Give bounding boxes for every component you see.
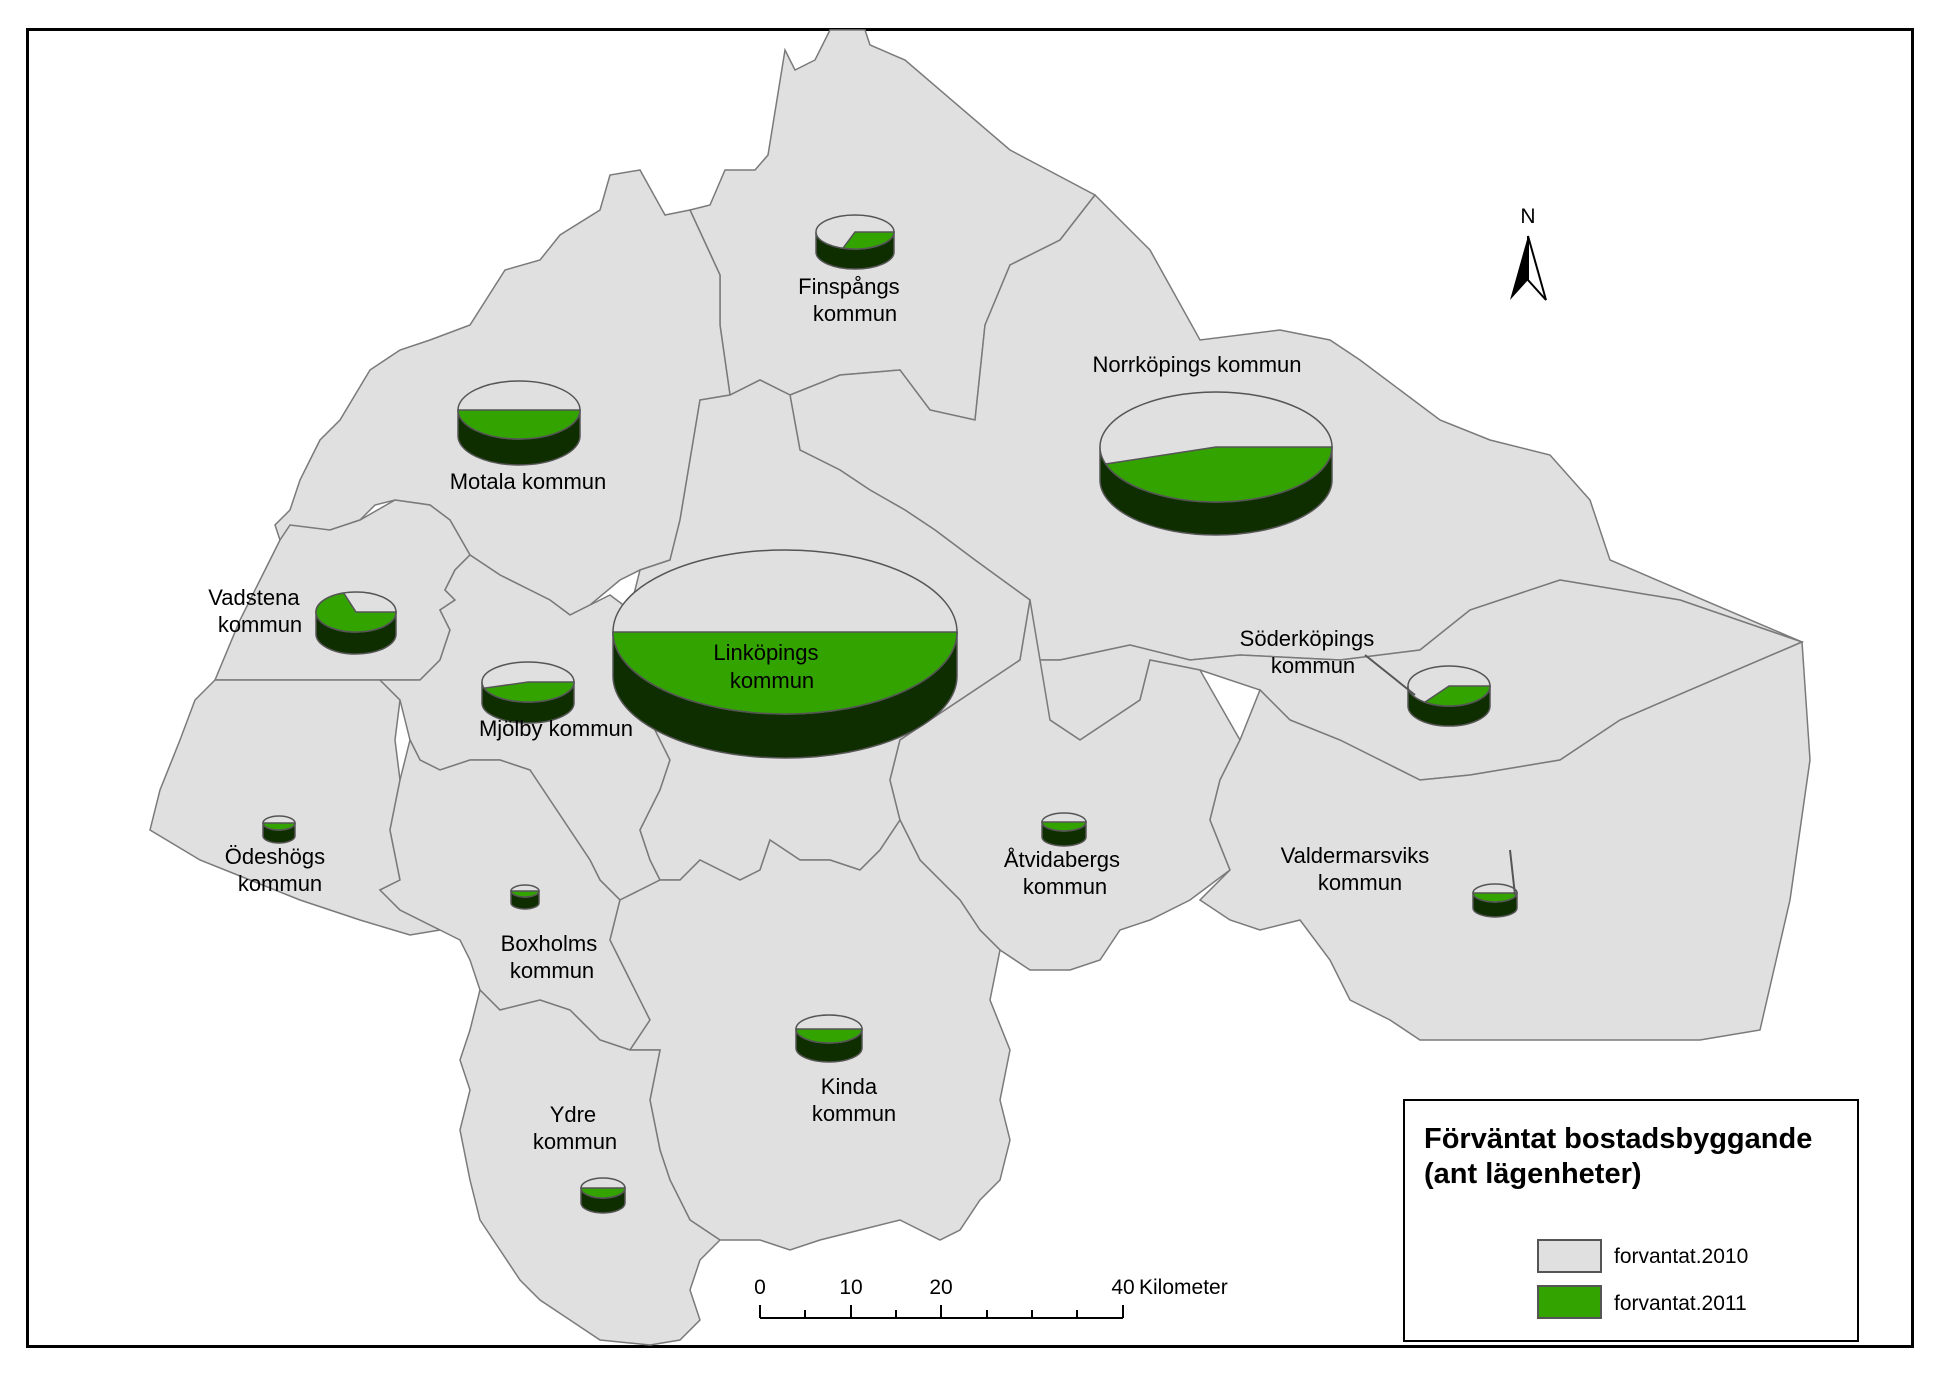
legend-label-2010: forvantat.2010 xyxy=(1614,1245,1749,1268)
pie-ydre xyxy=(581,1178,625,1213)
label-linkoping: Linköpings kommun xyxy=(713,640,819,693)
pie-norrkoping xyxy=(1100,392,1332,535)
north-arrow xyxy=(1510,205,1546,300)
legend-title-line2: (ant lägenheter) xyxy=(1424,1158,1642,1190)
pie-finspang xyxy=(816,215,894,269)
pie-valdemarsvik xyxy=(1473,884,1517,917)
pie-atvidaberg xyxy=(1042,813,1086,846)
label-soderkoping: Söderköpings kommun xyxy=(1239,626,1375,678)
label-atvidaberg: Åtvidabergs kommun xyxy=(1003,847,1121,899)
legend xyxy=(1404,1100,1858,1341)
label-valdemarsvik: Valdermarsviks kommun xyxy=(1280,843,1430,895)
legend-title-line1: Förväntat bostadsbyggande xyxy=(1424,1123,1813,1155)
label-odeshog: Ödeshögs kommun xyxy=(224,844,326,896)
pie-vadstena xyxy=(316,592,396,654)
label-motala: Motala kommun xyxy=(449,469,607,494)
north-arrow-label: N xyxy=(1520,205,1536,228)
label-finspang: Finspångs kommun xyxy=(798,274,900,326)
north-arrow-icon xyxy=(1510,236,1528,300)
scale-tick-20: 20 xyxy=(929,1276,953,1299)
scale-unit: Kilometer xyxy=(1139,1276,1228,1299)
scale-tick-0: 0 xyxy=(754,1276,766,1299)
label-boxholm: Boxholms kommun xyxy=(500,931,598,983)
legend-swatch-2011 xyxy=(1538,1286,1601,1318)
label-norrkoping: Norrköpings kommun xyxy=(1092,352,1302,377)
legend-swatch-2010 xyxy=(1538,1240,1601,1272)
label-vadstena: Vadstena kommun xyxy=(208,585,303,637)
legend-label-2011: forvantat.2011 xyxy=(1614,1292,1747,1315)
pie-mjolby xyxy=(482,662,574,723)
label-kinda: Kinda kommun xyxy=(811,1074,897,1126)
pie-odeshog xyxy=(263,816,295,843)
label-mjolby: Mjölby kommun xyxy=(478,716,634,741)
scale-bar xyxy=(754,1276,1228,1318)
pie-kinda xyxy=(796,1015,862,1062)
scale-tick-10: 10 xyxy=(839,1276,863,1299)
pie-boxholm xyxy=(511,885,539,909)
pie-soderkoping xyxy=(1408,666,1490,726)
label-ydre: Ydre kommun xyxy=(532,1102,618,1154)
pie-motala xyxy=(458,381,580,465)
scale-tick-40: 40 xyxy=(1111,1276,1135,1299)
